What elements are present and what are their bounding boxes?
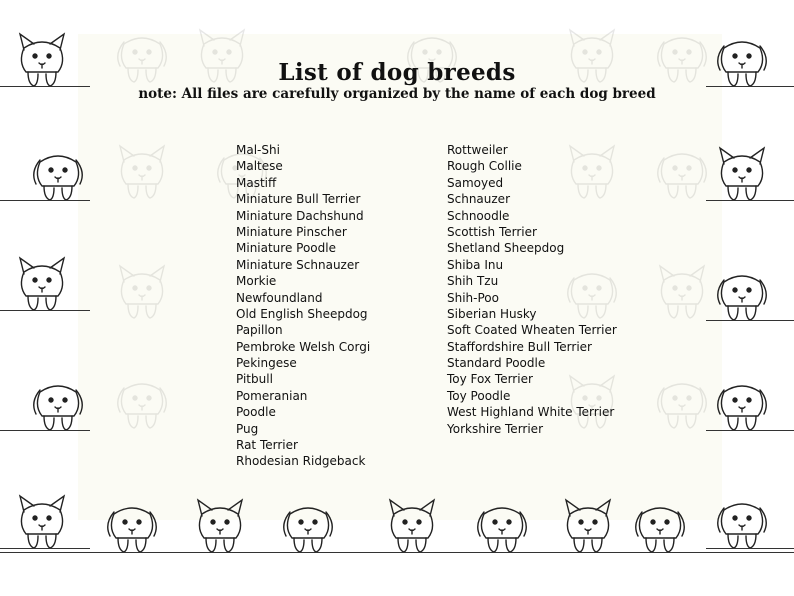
background-dog-icon xyxy=(110,140,174,204)
ledge-line xyxy=(0,310,90,311)
breed-list-column-1 xyxy=(236,142,370,470)
breed-list-item: Standard Poodle xyxy=(447,356,546,371)
breed-list-item: Miniature Poodle xyxy=(236,241,336,256)
ledge-line xyxy=(0,430,90,431)
breed-list-item: Pug xyxy=(236,421,259,436)
ledge-line xyxy=(706,320,794,321)
breed-list-item: Shetland Sheepdog xyxy=(447,241,565,256)
terrier-icon xyxy=(710,372,774,436)
breed-list-item: Toy Fox Terrier xyxy=(447,372,533,387)
breed-list-item: Shih-Poo xyxy=(447,290,499,305)
breed-list-item: Newfoundland xyxy=(236,290,323,305)
breed-list-item: Pomeranian xyxy=(236,388,308,403)
chihuahua-icon xyxy=(628,494,692,558)
breed-list-item: Morkie xyxy=(236,274,277,289)
beagle-icon xyxy=(26,142,90,206)
ledge-line xyxy=(0,548,90,549)
chihuahua-icon xyxy=(710,142,774,206)
background-dog-icon xyxy=(650,140,714,204)
ledge-line xyxy=(706,548,794,549)
shih-tzu-icon xyxy=(100,494,164,558)
bulldog-icon xyxy=(380,494,444,558)
breed-list-item: Rat Terrier xyxy=(236,438,298,453)
doodle-icon xyxy=(710,262,774,326)
breed-list-item: Pembroke Welsh Corgi xyxy=(236,339,371,354)
breed-list-item: Mal-Shi xyxy=(236,143,280,157)
background-dog-icon xyxy=(650,370,714,434)
breed-list-item: Rough Collie xyxy=(447,159,522,174)
page-title: List of dog breeds xyxy=(278,59,516,87)
breed-list-item: Scottish Terrier xyxy=(447,224,537,239)
breed-list-item: Siberian Husky xyxy=(447,306,537,321)
ledge-line xyxy=(0,552,794,553)
breed-list-item: Old English Sheepdog xyxy=(236,306,368,321)
chow-chow-icon xyxy=(10,252,74,316)
breed-list-item: Miniature Schnauzer xyxy=(236,257,360,272)
breed-list-item: Poodle xyxy=(236,405,276,420)
yorkie-icon xyxy=(470,494,534,558)
background-dog-icon xyxy=(110,260,174,324)
pug-icon xyxy=(276,494,340,558)
corgi-icon xyxy=(188,494,252,558)
schnauzer-icon xyxy=(10,490,74,554)
breed-list-item: Rhodesian Ridgeback xyxy=(236,454,366,469)
ledge-line xyxy=(0,200,90,201)
breed-list-item: Pekingese xyxy=(236,356,297,371)
poodle-icon xyxy=(556,494,620,558)
breed-list-item: Shiba Inu xyxy=(447,257,504,272)
breed-list-item: Staffordshire Bull Terrier xyxy=(447,339,592,354)
breed-list-item: Shih Tzu xyxy=(447,274,499,289)
background-dog-icon xyxy=(650,260,714,324)
breed-list-item: Papillon xyxy=(236,323,283,338)
breed-list-item: Rottweiler xyxy=(447,143,508,157)
breed-list-item: Yorkshire Terrier xyxy=(447,421,543,436)
bichon-icon xyxy=(710,490,774,554)
content-panel xyxy=(78,34,722,520)
breed-list-item: Soft Coated Wheaten Terrier xyxy=(447,323,617,338)
breed-list-item: Schnoodle xyxy=(447,208,510,223)
great-dane-icon xyxy=(26,372,90,436)
breed-list-item: Miniature Dachshund xyxy=(236,208,364,223)
page-note: note: All files are carefully organized by the name of each dog breed xyxy=(138,86,656,102)
breed-list-item: West Highland White Terrier xyxy=(447,405,615,420)
breed-list-item: Miniature Pinscher xyxy=(236,224,347,239)
breed-list-column-2 xyxy=(447,142,617,437)
breed-list-item: Miniature Bull Terrier xyxy=(236,192,361,207)
breed-list-item: Samoyed xyxy=(447,175,504,190)
breed-list-item: Schnauzer xyxy=(447,192,510,207)
breed-list-item: Mastiff xyxy=(236,175,277,190)
background-dog-icon xyxy=(110,370,174,434)
breed-list-item: Maltese xyxy=(236,159,283,174)
ledge-line xyxy=(706,430,794,431)
ledge-line xyxy=(706,200,794,201)
breed-list-item: Pitbull xyxy=(236,372,273,387)
breed-list-item: Toy Poodle xyxy=(447,388,511,403)
